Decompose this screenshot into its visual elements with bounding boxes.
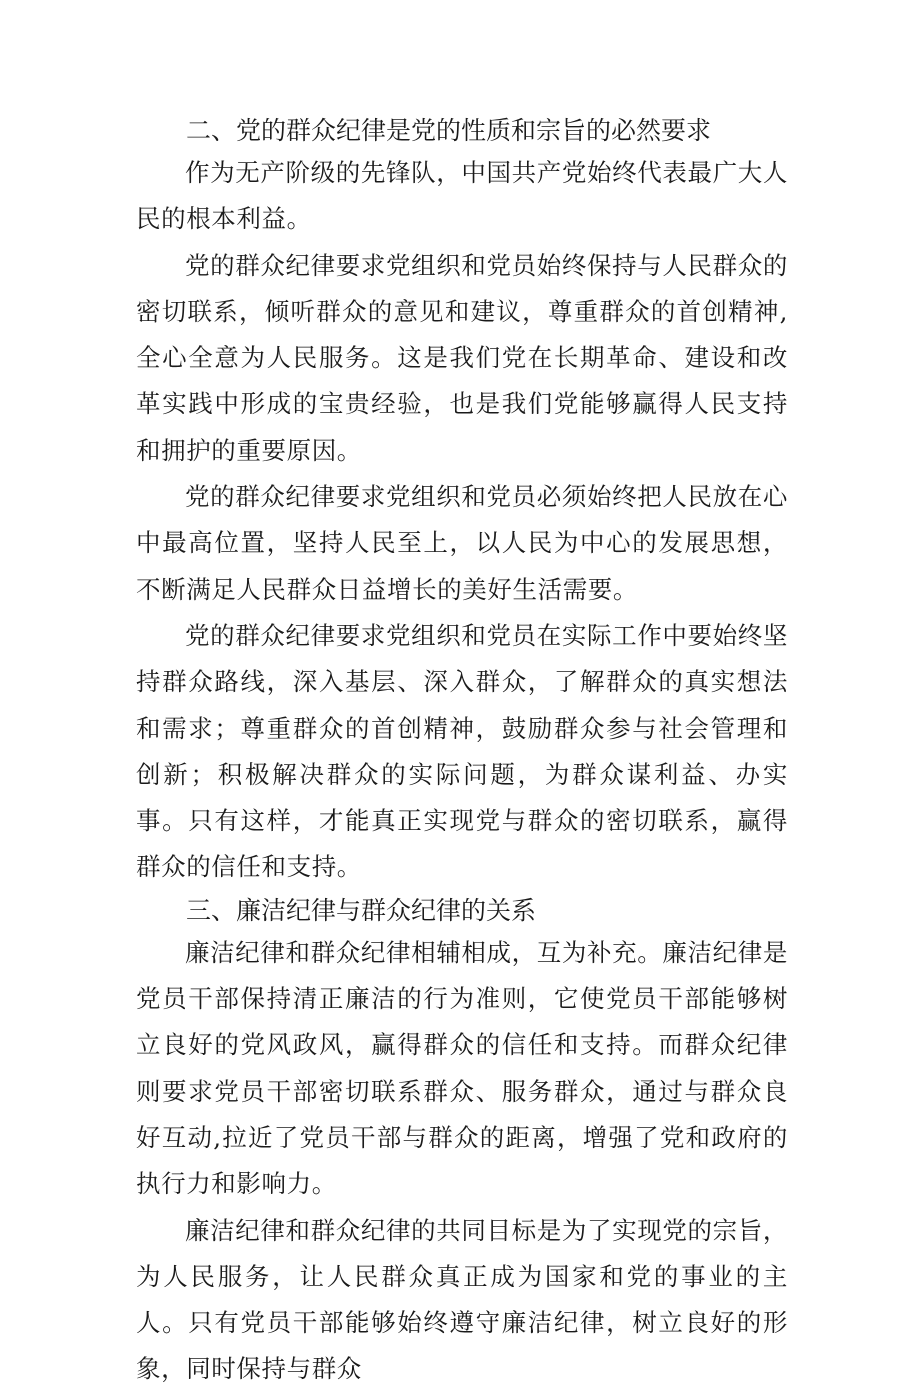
paragraph: 党的群众纪律要求党组织和党员在实际工作中要始终坚持群众路线，深入基层、深入群众，了解群众的真实想法和需求；尊重群众的首创精神，鼓励群众参与社会管理和创新；积极解决群众的实际问题，为群众谋利益、办实事。只有这样，才能真正实现党与群众的密切联系，赢得群众的信任和支持。 <box>136 620 788 882</box>
document-page <box>136 111 788 1393</box>
section-heading: 三、廉洁纪律与群众纪律的关系 <box>186 895 537 925</box>
paragraph: 作为无产阶级的先锋队，中国共产党始终代表最广大人民的根本利益。 <box>136 158 788 234</box>
section-3 <box>136 891 788 1393</box>
paragraph: 党的群众纪律要求党组织和党员始终保持与人民群众的密切联系，倾听群众的意见和建议，尊重群众的首创精神,全心全意为人民服务。这是我们党在长期革命、建设和改革实践中形成的宝贵经验，也是我们党能够赢得人民支持和拥护的重要原因。 <box>136 250 788 465</box>
section-heading: 二、党的群众纪律是党的性质和宗旨的必然要求 <box>186 116 712 145</box>
section-2 <box>136 111 788 891</box>
paragraph: 廉洁纪律和群众纪律相辅相成，互为补充。廉洁纪律是党员干部保持清正廉洁的行为准则，它使党员干部能够树立良好的党风政风，赢得群众的信任和支持。而群众纪律则要求党员干部密切联系群众、服务群众，通过与群众良好互动,拉近了党员干部与群众的距离，增强了党和政府的执行力和影响力。 <box>136 937 788 1199</box>
paragraph: 党的群众纪律要求党组织和党员必须始终把人民放在心中最高位置，坚持人民至上，以人民为中心的发展思想，不断满足人民群众日益增长的美好生活需要。 <box>136 482 788 604</box>
paragraph: 廉洁纪律和群众纪律的共同目标是为了实现党的宗旨，为人民服务，让人民群众真正成为国家和党的事业的主人。只有党员干部能够始终遵守廉洁纪律，树立良好的形象，同时保持与群众 <box>136 1215 788 1384</box>
